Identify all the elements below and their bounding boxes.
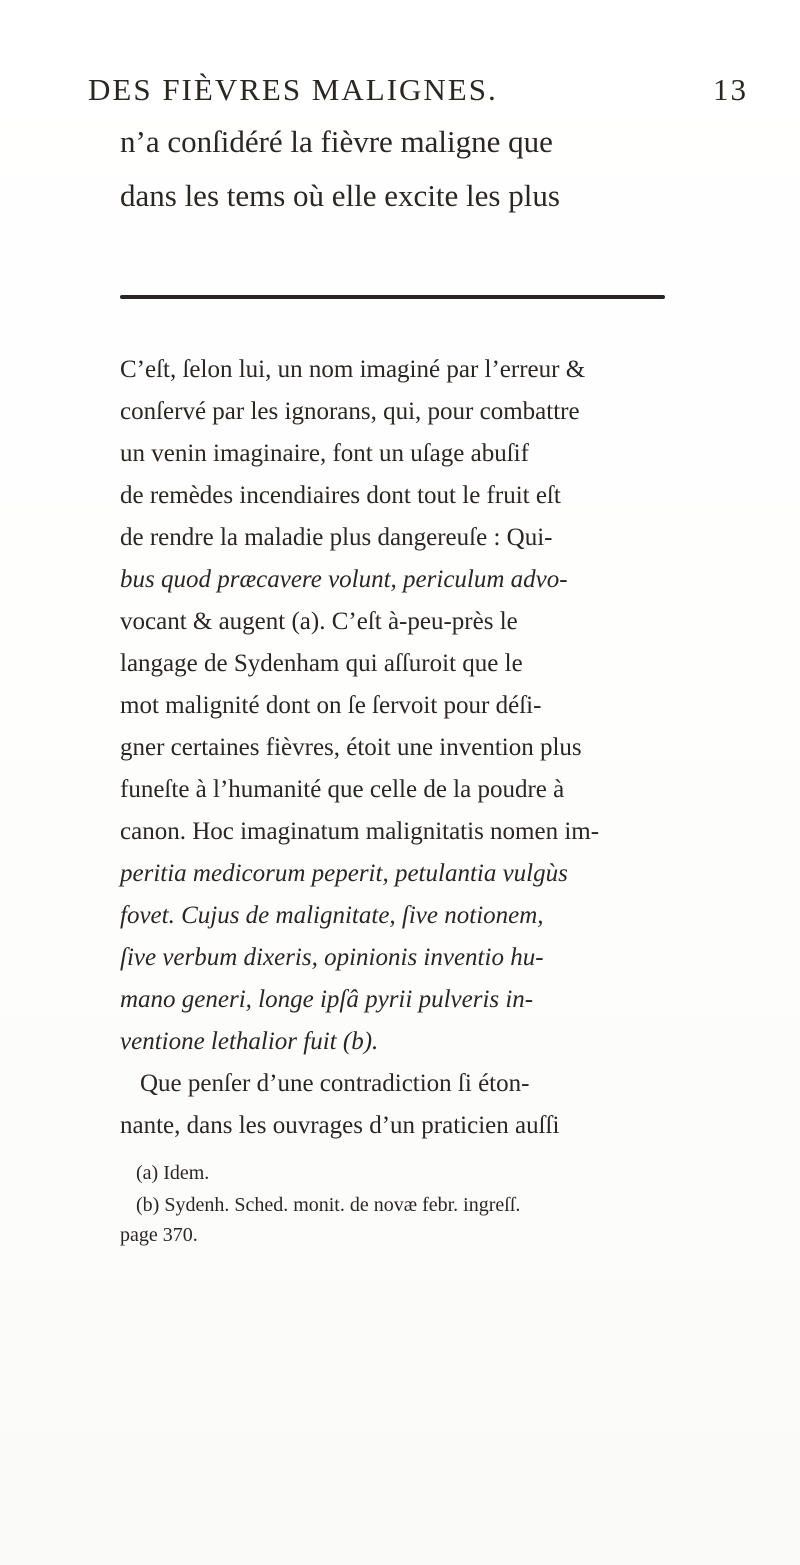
- paragraph-line: de rendre la maladie plus dangereuſe : Qui-: [120, 524, 553, 551]
- paragraph-line: fovet. Cujus de malignitate, ſive notionem,: [120, 902, 544, 929]
- paragraph-line: un venin imaginaire, font un uſage abuſif: [120, 440, 529, 467]
- paragraph-line: vocant & augent (a). C’eſt à-peu-près le: [120, 608, 518, 635]
- paragraph-line: langage de Sydenham qui aſſuroit que le: [120, 650, 523, 677]
- text-line: n’a conſidéré la fièvre maligne que: [120, 124, 553, 159]
- paragraph-line: peritia medicorum peperit, petulantia vulgùs: [120, 860, 568, 887]
- footnote: (b) Sydenh. Sched. monit. de novæ febr. ingreſſ.: [136, 1194, 521, 1216]
- paragraph-line: ventione lethalior fuit (b).: [120, 1028, 379, 1055]
- running-head: [88, 70, 748, 110]
- paragraph-line: nante, dans les ouvrages d’un praticien auſſi: [120, 1112, 560, 1139]
- paragraph-line: bus quod præcavere volunt, periculum advo-: [120, 566, 568, 593]
- paragraph-line: C’eſt, ſelon lui, un nom imaginé par l’erreur &: [120, 356, 586, 383]
- text-line: dans les tems où elle excite les plus: [120, 178, 560, 213]
- running-head-title: DES FIÈVRES MALIGNES.: [88, 72, 498, 107]
- paragraph-line: funeſte à l’humanité que celle de la poudre à: [120, 776, 565, 803]
- paragraph-line: de remèdes incendiaires dont tout le fruit eſt: [120, 482, 561, 509]
- paragraph-line: mot malignité dont on ſe ſervoit pour déſi-: [120, 692, 542, 719]
- paragraph-line: mano generi, longe ipſâ pyrii pulveris in-: [120, 986, 534, 1013]
- footnote: (a) Idem.: [136, 1162, 210, 1184]
- paragraph-line: canon. Hoc imaginatum malignitatis nomen im-: [120, 818, 600, 845]
- footnote: page 370.: [120, 1224, 198, 1246]
- paragraph-line: Que penſer d’une contradiction ſi éton-: [140, 1070, 530, 1097]
- paragraph-line: ſive verbum dixeris, opinionis inventio hu-: [120, 944, 544, 971]
- page-number: 13: [713, 72, 748, 107]
- section-divider: [120, 295, 665, 299]
- paragraph-line: conſervé par les ignorans, qui, pour combattre: [120, 398, 580, 425]
- paragraph-line: gner certaines fièvres, étoit une invention plus: [120, 734, 582, 761]
